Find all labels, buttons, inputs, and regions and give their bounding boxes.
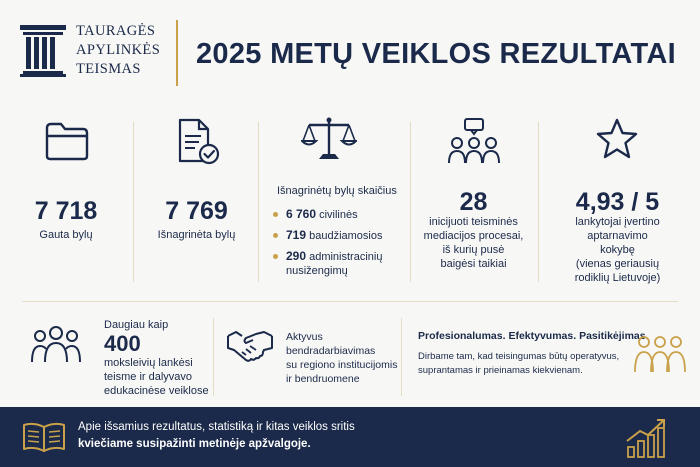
cooperation-line: ir bendruomene xyxy=(286,373,360,385)
page-title: 2025 METŲ VEIKLOS REZULTATAI xyxy=(196,38,676,70)
stat-line: lankytojai įvertino xyxy=(575,216,660,228)
stat-line: mediacijos procesai, xyxy=(423,230,524,242)
section-divider xyxy=(22,301,678,302)
court-name-line: APYLINKĖS xyxy=(76,42,161,58)
star-icon xyxy=(595,117,639,161)
breakdown-count: 290 xyxy=(286,249,307,263)
divider xyxy=(133,122,134,282)
cooperation-line: su regiono institucijomis xyxy=(286,359,398,371)
header-divider xyxy=(176,20,178,86)
stat-value: 7 718 xyxy=(34,197,98,225)
values-line: suprantamas ir prieinamas kiekvienam. xyxy=(418,365,583,376)
info-students xyxy=(0,310,212,400)
court-pillar-logo-icon xyxy=(20,25,66,77)
stat-description xyxy=(540,215,695,285)
header xyxy=(0,0,700,105)
document-check-icon xyxy=(175,117,221,167)
values-line: Dirbame tam, kad teisingumas būtų operatyvus, xyxy=(418,351,620,362)
students-prefix: Daugiau kaip xyxy=(104,319,169,331)
open-book-icon xyxy=(22,420,66,454)
info-values xyxy=(402,310,700,400)
stat-rating xyxy=(540,115,695,295)
students-line: teisme ir dalyvavo xyxy=(104,371,193,383)
stat-line: aptarnavimo xyxy=(587,230,648,242)
stat-mediation xyxy=(411,115,536,295)
stat-value: 7 769 xyxy=(165,197,228,225)
footer-banner xyxy=(0,407,700,467)
growth-chart-icon xyxy=(624,415,670,459)
values-heading: Profesionalumas. Efektyvumas. Pasitikėjimas. xyxy=(418,330,649,342)
stat-breakdown xyxy=(259,115,409,295)
list-item xyxy=(273,249,409,278)
stat-line: inicijuoti teisminės xyxy=(429,216,518,228)
stat-line: (vienas geriausių xyxy=(575,258,660,270)
court-name-line: TEISMAS xyxy=(76,61,141,77)
breakdown-list xyxy=(273,207,409,284)
list-item xyxy=(273,228,409,243)
stat-value: 28 xyxy=(459,188,488,216)
stat-received xyxy=(0,115,132,295)
breakdown-label: baudžiamosios xyxy=(309,230,383,242)
stat-line: baigėsi taikiai xyxy=(440,258,507,270)
students-line: moksleivių lankėsi xyxy=(104,357,193,369)
students-value: 400 xyxy=(104,331,141,356)
cooperation-line: Aktyvus bendradarbiavimas xyxy=(286,331,376,357)
footer-line: Apie išsamius rezultatus, statistiką ir kitas veiklos sritis xyxy=(78,421,355,433)
students-line: edukacinėse veiklose xyxy=(104,385,209,397)
folder-icon xyxy=(44,120,90,162)
stat-line: rodiklių Lietuvoje) xyxy=(574,272,661,284)
divider xyxy=(538,122,539,282)
breakdown-caption: Išnagrinėtų bylų skaičius xyxy=(277,185,397,197)
stat-value: 4,93 / 5 xyxy=(575,188,660,216)
values-text xyxy=(418,350,619,378)
stat-label: Išnagrinėta bylų xyxy=(157,229,236,241)
court-name xyxy=(76,22,160,79)
court-name-line: TAURAGĖS xyxy=(76,23,156,39)
breakdown-count: 6 760 xyxy=(286,207,317,221)
stat-examined xyxy=(135,115,258,295)
footer-cta: kviečiame susipažinti metinėje apžvalgoje. xyxy=(78,438,311,450)
breakdown-count: 719 xyxy=(286,228,307,242)
handshake-icon xyxy=(226,328,274,362)
stat-label: Gauta bylų xyxy=(39,229,93,241)
group-chat-icon xyxy=(447,117,501,167)
stat-line: iš kurių pusė xyxy=(442,244,505,256)
people-icon xyxy=(30,324,82,366)
team-icon xyxy=(632,332,688,376)
stat-description xyxy=(411,215,536,271)
breakdown-label: civilinės xyxy=(319,209,358,221)
students-text xyxy=(104,318,209,398)
cooperation-text xyxy=(286,330,400,386)
scales-icon xyxy=(301,115,357,163)
info-cooperation xyxy=(214,310,400,400)
list-item xyxy=(273,207,409,222)
stat-line: kokybę xyxy=(600,244,635,256)
breakdown-label: administracinių nusižengimų xyxy=(286,251,383,277)
